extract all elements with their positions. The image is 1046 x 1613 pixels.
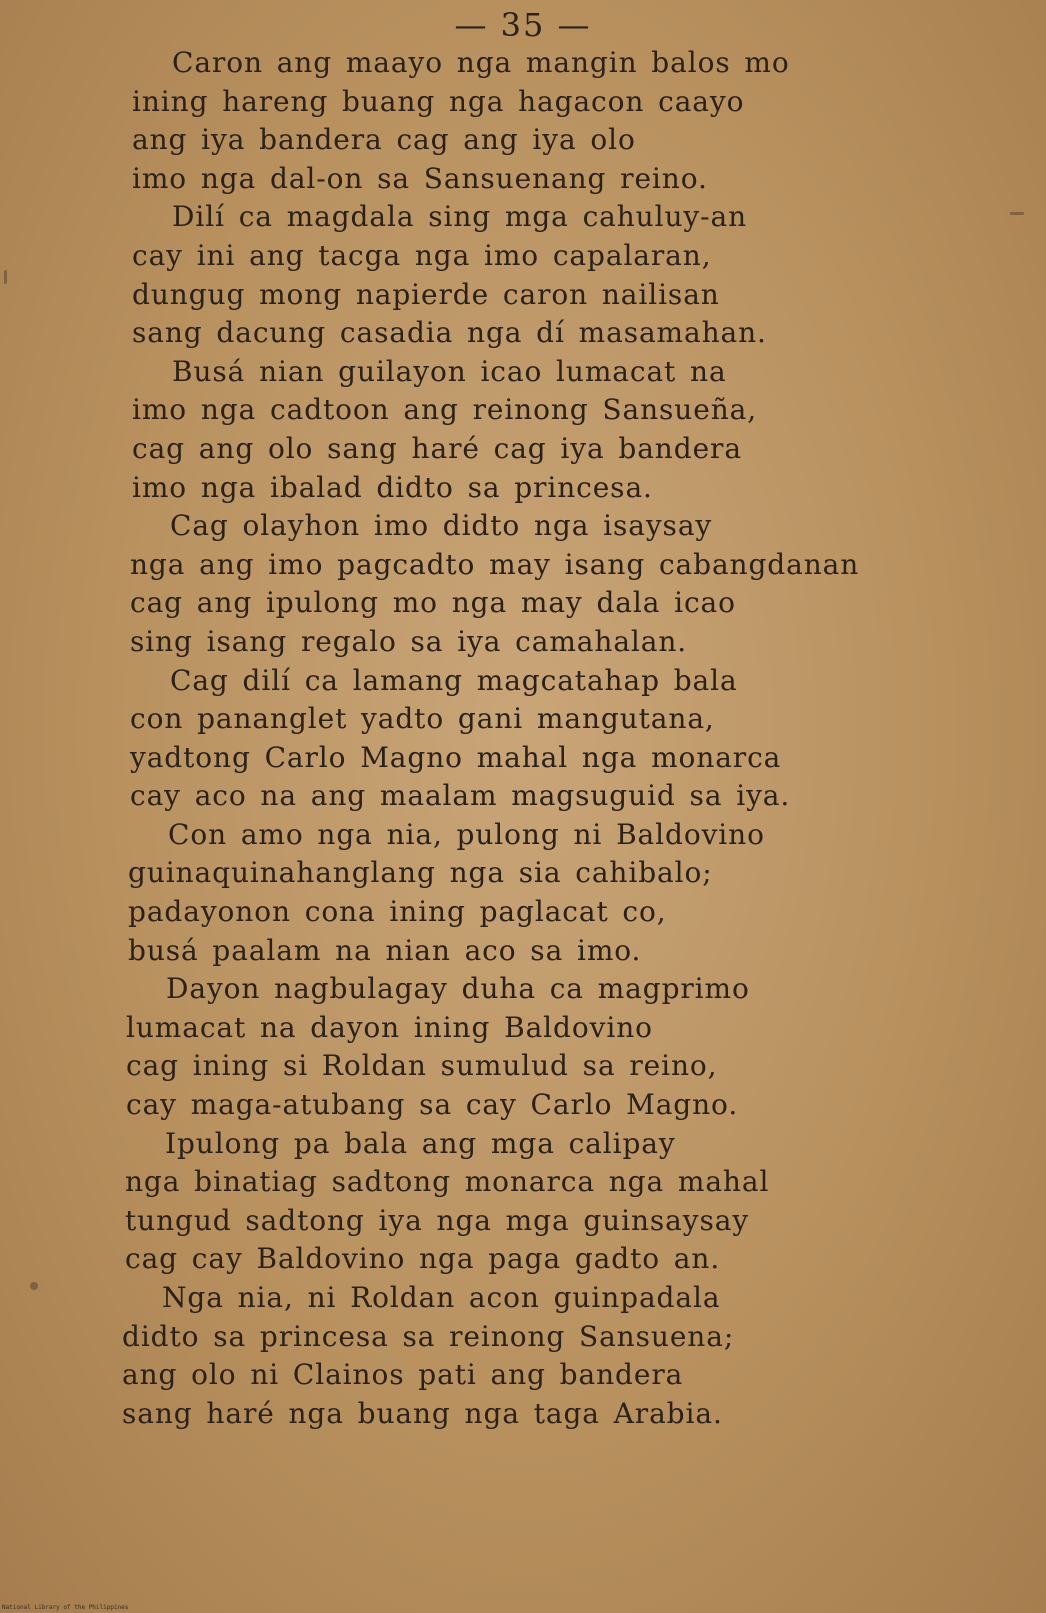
ink-speck	[4, 270, 7, 284]
verse-line: ining hareng buang nga hagacon caayo	[132, 84, 745, 118]
verse-line: yadtong Carlo Magno mahal nga monarca	[130, 740, 782, 774]
poem-text	[0, 44, 1046, 1433]
verse-line: ang olo ni Clainos pati ang bandera	[122, 1358, 684, 1392]
verse-line: Ipulong pa bala ang mga calipay	[165, 1126, 676, 1160]
page-number: — 35 —	[454, 6, 592, 44]
stanza-3	[0, 353, 1046, 507]
verse-line: guinaquinahanglang nga sia cahibalo;	[128, 856, 713, 890]
stanza-2	[0, 198, 1046, 352]
verse-line: cag ang olo sang haré cag iya bandera	[132, 431, 742, 465]
verse-line: imo nga ibalad didto sa princesa.	[132, 470, 653, 504]
stanza-7	[0, 970, 1046, 1124]
verse-line: imo nga dal-on sa Sansuenang reino.	[132, 161, 708, 195]
verse-line: cay aco na ang maalam magsuguid sa iya.	[130, 779, 791, 813]
stanza-9	[0, 1279, 1046, 1433]
stanza-1	[0, 44, 1046, 198]
verse-line: sang dacung casadia nga dí masamahan.	[132, 316, 767, 350]
verse-line: Cag dilí ca lamang magcatahap bala	[170, 663, 738, 697]
verse-line: cay maga-atubang sa cay Carlo Magno.	[126, 1088, 739, 1122]
verse-line: con pananglet yadto gani mangutana,	[130, 702, 715, 736]
verse-line: Dilí ca magdala sing mga cahuluy-an	[172, 200, 748, 234]
verse-line: cag ang ipulong mo nga may dala icao	[130, 586, 736, 620]
verse-line: busá paalam na nian aco sa imo.	[128, 933, 642, 967]
footer-credit: National Library of the Philippines	[2, 1604, 129, 1611]
verse-line: sang haré nga buang nga taga Arabia.	[122, 1396, 723, 1430]
verse-line: Busá nian guilayon icao lumacat na	[172, 354, 727, 388]
verse-line: Dayon nagbulagay duha ca magprimo	[166, 972, 750, 1006]
verse-line: Caron ang maayo nga mangin balos mo	[172, 46, 790, 79]
stanza-5	[0, 662, 1046, 816]
stanza-4	[0, 507, 1046, 661]
verse-line: lumacat na dayon ining Baldovino	[126, 1010, 653, 1044]
stanza-8	[0, 1125, 1046, 1279]
verse-line: sing isang regalo sa iya camahalan.	[130, 624, 688, 658]
verse-line: dungug mong napierde caron nailisan	[132, 277, 720, 311]
verse-line: imo nga cadtoon ang reinong Sansueña,	[132, 393, 758, 427]
verse-line: tungud sadtong iya nga mga guinsaysay	[125, 1203, 750, 1237]
stanza-6	[0, 816, 1046, 970]
verse-line: Nga nia, ni Roldan acon guinpadala	[162, 1281, 721, 1314]
ink-speck	[1010, 212, 1024, 215]
verse-line: padayonon cona ining paglacat co,	[128, 895, 667, 929]
verse-line: Cag olayhon imo didto nga isaysay	[170, 509, 713, 543]
verse-line: nga binatiag sadtong monarca nga mahal	[125, 1165, 770, 1199]
verse-line: cag ining si Roldan sumulud sa reino,	[126, 1049, 718, 1083]
verse-line: Con amo nga nia, pulong ni Baldovino	[168, 817, 765, 851]
verse-line: cay ini ang tacga nga imo capalaran,	[132, 238, 712, 272]
verse-line: didto sa princesa sa reinong Sansuena;	[122, 1319, 735, 1353]
verse-line: nga ang imo pagcadto may isang cabangdanan	[130, 547, 860, 581]
verse-line: cag cay Baldovino nga paga gadto an.	[125, 1242, 721, 1276]
ink-speck	[30, 1282, 38, 1290]
verse-line: ang iya bandera cag ang iya olo	[132, 123, 636, 157]
